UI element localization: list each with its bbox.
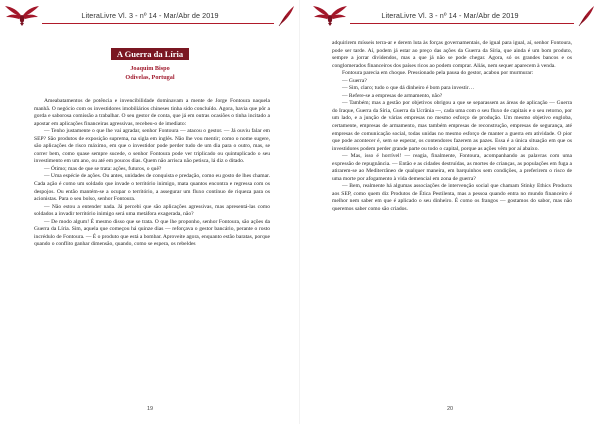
paragraph: Ameabatamentos de potência e invencibilidade dominavam a mente de Jorge Fontoura naquela manhã. O negócio com os investidores imobiliários chineses tinha sido concluído. Agora, havia que pôr a gorda e saborosa comissão a trabalhar. O seu gestor de conta, que já em outras ocasiões o tinha incitado a apostar em aplicações financeiras agressivas, recebeu-o de imediato: bbox=[34, 98, 270, 127]
story-title-block bbox=[0, 44, 300, 81]
paragraph: — Refere-se a empresas de armamento, não? bbox=[342, 92, 443, 99]
paragraph: — Guerra? bbox=[342, 77, 367, 84]
story-title: A Guerra da Líria bbox=[111, 48, 189, 60]
paragraph: Fontoura parecia em choque. Pressionado pela pausa do gestor, acabou por murmurar: bbox=[342, 70, 534, 77]
right-page bbox=[300, 0, 600, 424]
header-rule bbox=[42, 23, 274, 24]
header-rule bbox=[350, 23, 574, 24]
paragraph: — Não estou a entender nada. Já percebi que são aplicações agressivas, mas apresentá-las como soldados a invadir território inimigo será uma metáfora exagerada, não? bbox=[34, 203, 270, 218]
quill-icon bbox=[276, 4, 296, 28]
page-number: 20 bbox=[446, 406, 454, 412]
left-header bbox=[0, 4, 300, 26]
paragraph: — Bem, realmente há algumas associações de intervenção social que chamam Stinky Ethics Products aos SEP, como quem diz Produtos de Ética Pestilenta, mas a pessoa quando entra no mundo financeiro é melhor nem saber em que é aplicado o seu dinheiro. É como os frangos — gostamos do sabor, mas não queremos saber como são criados. bbox=[332, 183, 572, 213]
paragraph: — Sim, claro; tudo o que dá dinheiro é bom para investir… bbox=[342, 85, 475, 92]
paragraph: — Ótimo; mas de que se trata: ações, futuros, o quê? bbox=[44, 165, 162, 172]
page-number: 19 bbox=[146, 406, 154, 412]
right-header bbox=[300, 4, 600, 26]
author-location: Odivelas, Portugal bbox=[125, 74, 175, 81]
running-head: LiteraLivre Vl. 3 - nº 14 - Mar/Abr de 2019 bbox=[81, 11, 219, 20]
running-head: LiteraLivre Vl. 3 - nº 14 - Mar/Abr de 2019 bbox=[381, 11, 519, 20]
paragraph: — Uma espécie de ações. Ou antes, unidades de conquista e predação, como eu gosto de lhes chamar. Cada ação é como um soldado que invade o território inimigo, mata quantos encontra e regressa com os despojos. Ou então mantém-se a ocupar o território, a assegurar um fluxo contínuo de riqueza para os acionistas. Para o seu bolso, senhor Fontoura. bbox=[34, 173, 270, 203]
paragraph: — Mas, isso é horrível! — reagia, finalmente, Fontoura, acompanhando as palavras com uma expressão de repugnância. — Então e as cidades destruídas, as mortes de crianças, as populações em fuga a atirarem-se ao Mediterrâneo de qualquer maneira, em barquinhos sem condições, a preferirem o risco de uma morte por afogamento à vida demencial em zona de guerra? bbox=[332, 153, 572, 182]
paragraph: adquirirem mísseis terra-ar e derem luta às forças governamentais, de igual para igual, aí, senhor Fontoura, pode ser tarde. Aí, podem já estar ao preço das ações da Guerra da Síria, que ainda é um bom produto, sempre a jorrar dividendos, mas a que já não se pode chegar. Agora, só os grandes bancos e os conglomerados financeiros dos países ricos ao podem comprar. Aliás, nem sequer aparecem à venda. bbox=[332, 40, 572, 69]
right-body-text bbox=[332, 40, 572, 214]
quill-icon bbox=[576, 4, 596, 28]
left-body-text bbox=[34, 98, 270, 249]
paragraph: — De modo algum! É mesmo disso que se trata. O que lhe proponho, senhor Fontoura, são ações da Guerra da Líria. Sim, aquela que começou há quinze dias — reforçava o gestor bancário, perante o rosto incrédulo de Fontoura. — É o produto que está a bombar. Aproveite agora, enquanto estão baratas, porque quando o conflito ganhar dimensão, quando, como se espera, os rebeldes bbox=[34, 218, 270, 248]
story-author: Joaquim Bispo bbox=[130, 65, 170, 72]
paragraph: — Tenho justamente o que lhe vai agradar, senhor Fontoura — atacou o gestor. — Já ouviu falar em SEP? São produtos de exposição suprema, na sigla em inglês. Não lhe vou mentir; como o nome sugere, são aplicações de risco máximo, em que o investidor pode perder tudo de um dia para o outro, mas, se correr bem, como quase sempre sucede, o senhor Fontoura pode ver triplicado ou quintuplicado o seu investimento em um ano, ou até em poucos dias. Quem não arrisca não petisca, lá diz o ditado. bbox=[34, 128, 270, 165]
paragraph: — Também; mas a gestão por objetivos obrigou a que se separassem as áreas de aplicação — Guerra do Iraque, Guerra da Síria, Guerra da Ucrânia —, cada uma com o seu fluxo de capitais e o seu retorno, por um lado, e a junção de várias empresas no mesmo esforço de produção. Um mesmo objetivo engloba, certamente, empresas de armamento, mas também empresas de reconstrução, empresas de segurança, até empresas de comunicação social, todas unidas no mesmo esforço de manter a guerra em atividade. O pior que pode acontecer é, sem se esperar, os contendores fazerem as pazes. Essa é a única situação em que os investidores podem perder grande parte ou todo o capital, porque as ações vêm por aí abaixo. bbox=[332, 100, 572, 152]
